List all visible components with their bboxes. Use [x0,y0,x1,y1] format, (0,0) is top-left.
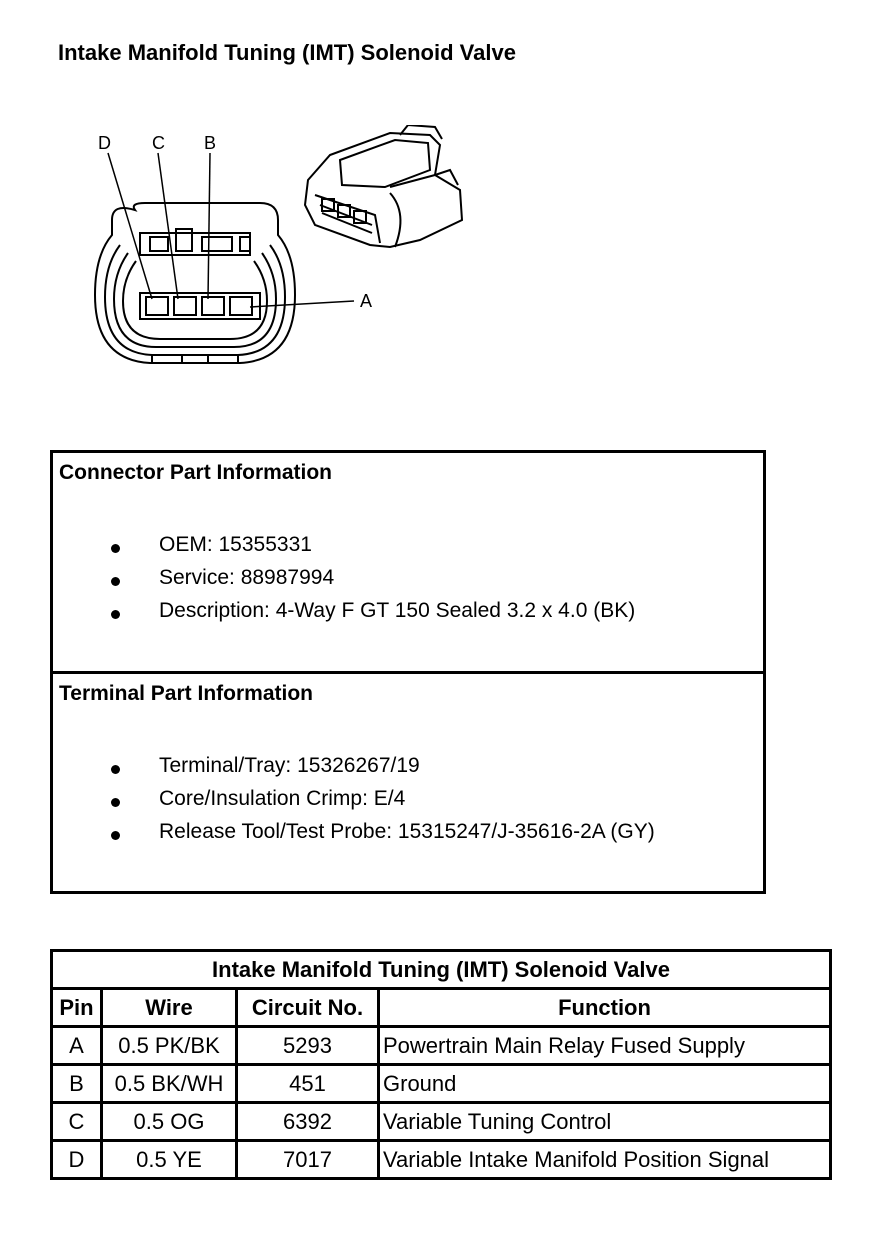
function-cell: Powertrain Main Relay Fused Supply [379,1027,831,1065]
circuit-cell: 7017 [237,1141,379,1179]
cavity-b [202,297,224,315]
bullet-icon [111,544,120,553]
pin-cell: D [52,1141,102,1179]
part-info-box [50,450,766,894]
column-header-circuit: Circuit No. [237,989,379,1027]
function-cell: Variable Tuning Control [379,1103,831,1141]
pin-label-a: A [360,291,373,311]
bullet-icon [111,577,120,586]
terminal-part-info-heading: Terminal Part Information [59,682,313,705]
connector-diagram [90,125,480,375]
table-caption: Intake Manifold Tuning (IMT) Solenoid Valve [52,951,831,989]
pin-table [50,949,832,1180]
terminal-part-info: Terminal Part Information Terminal/Tray: 15326267/19 Core/Insulation Crimp: E/4 Release Tool/Test Probe: 15315247/J-35616-2A (GY) [59,682,655,843]
page-title: Intake Manifold Tuning (IMT) Solenoid Valve [58,40,516,65]
connector-part-info: Connector Part Information OEM: 15355331 Service: 88987994 Description: 4-Way F GT 150 Sealed 3.2 x 4.0 (BK) [53,453,763,674]
connector-part-info-heading: Connector Part Information [59,461,333,484]
bullet-icon [111,798,120,807]
cavity-d [146,297,168,315]
function-cell: Ground [379,1065,831,1103]
wire-cell: 0.5 YE [102,1141,237,1179]
circuit-cell: 5293 [237,1027,379,1065]
bullet-icon [111,610,120,619]
pin-cell: C [52,1103,102,1141]
pin-cell: B [52,1065,102,1103]
column-header-function: Function [379,989,831,1027]
circuit-cell: 451 [237,1065,379,1103]
column-header-wire: Wire [102,989,237,1027]
wire-cell: 0.5 OG [102,1103,237,1141]
pin-label-c: C [152,133,165,153]
bullet-icon [111,765,120,774]
table-row [52,1141,831,1179]
connector-iso-view [305,125,462,247]
wire-cell: 0.5 PK/BK [102,1027,237,1065]
table-row [52,1065,831,1103]
pin-cell: A [52,1027,102,1065]
column-header-pin: Pin [52,989,102,1027]
bullet-icon [111,831,120,840]
cavity-c [174,297,196,315]
cavity-a [230,297,252,315]
table-header-row [52,989,831,1027]
table-row [52,1103,831,1141]
table-row [52,1027,831,1065]
wire-cell: 0.5 BK/WH [102,1065,237,1103]
function-cell: Variable Intake Manifold Position Signal [379,1141,831,1179]
circuit-cell: 6392 [237,1103,379,1141]
pin-label-d: D [98,133,111,153]
pin-label-b: B [204,133,217,153]
table-caption-row [52,951,831,989]
